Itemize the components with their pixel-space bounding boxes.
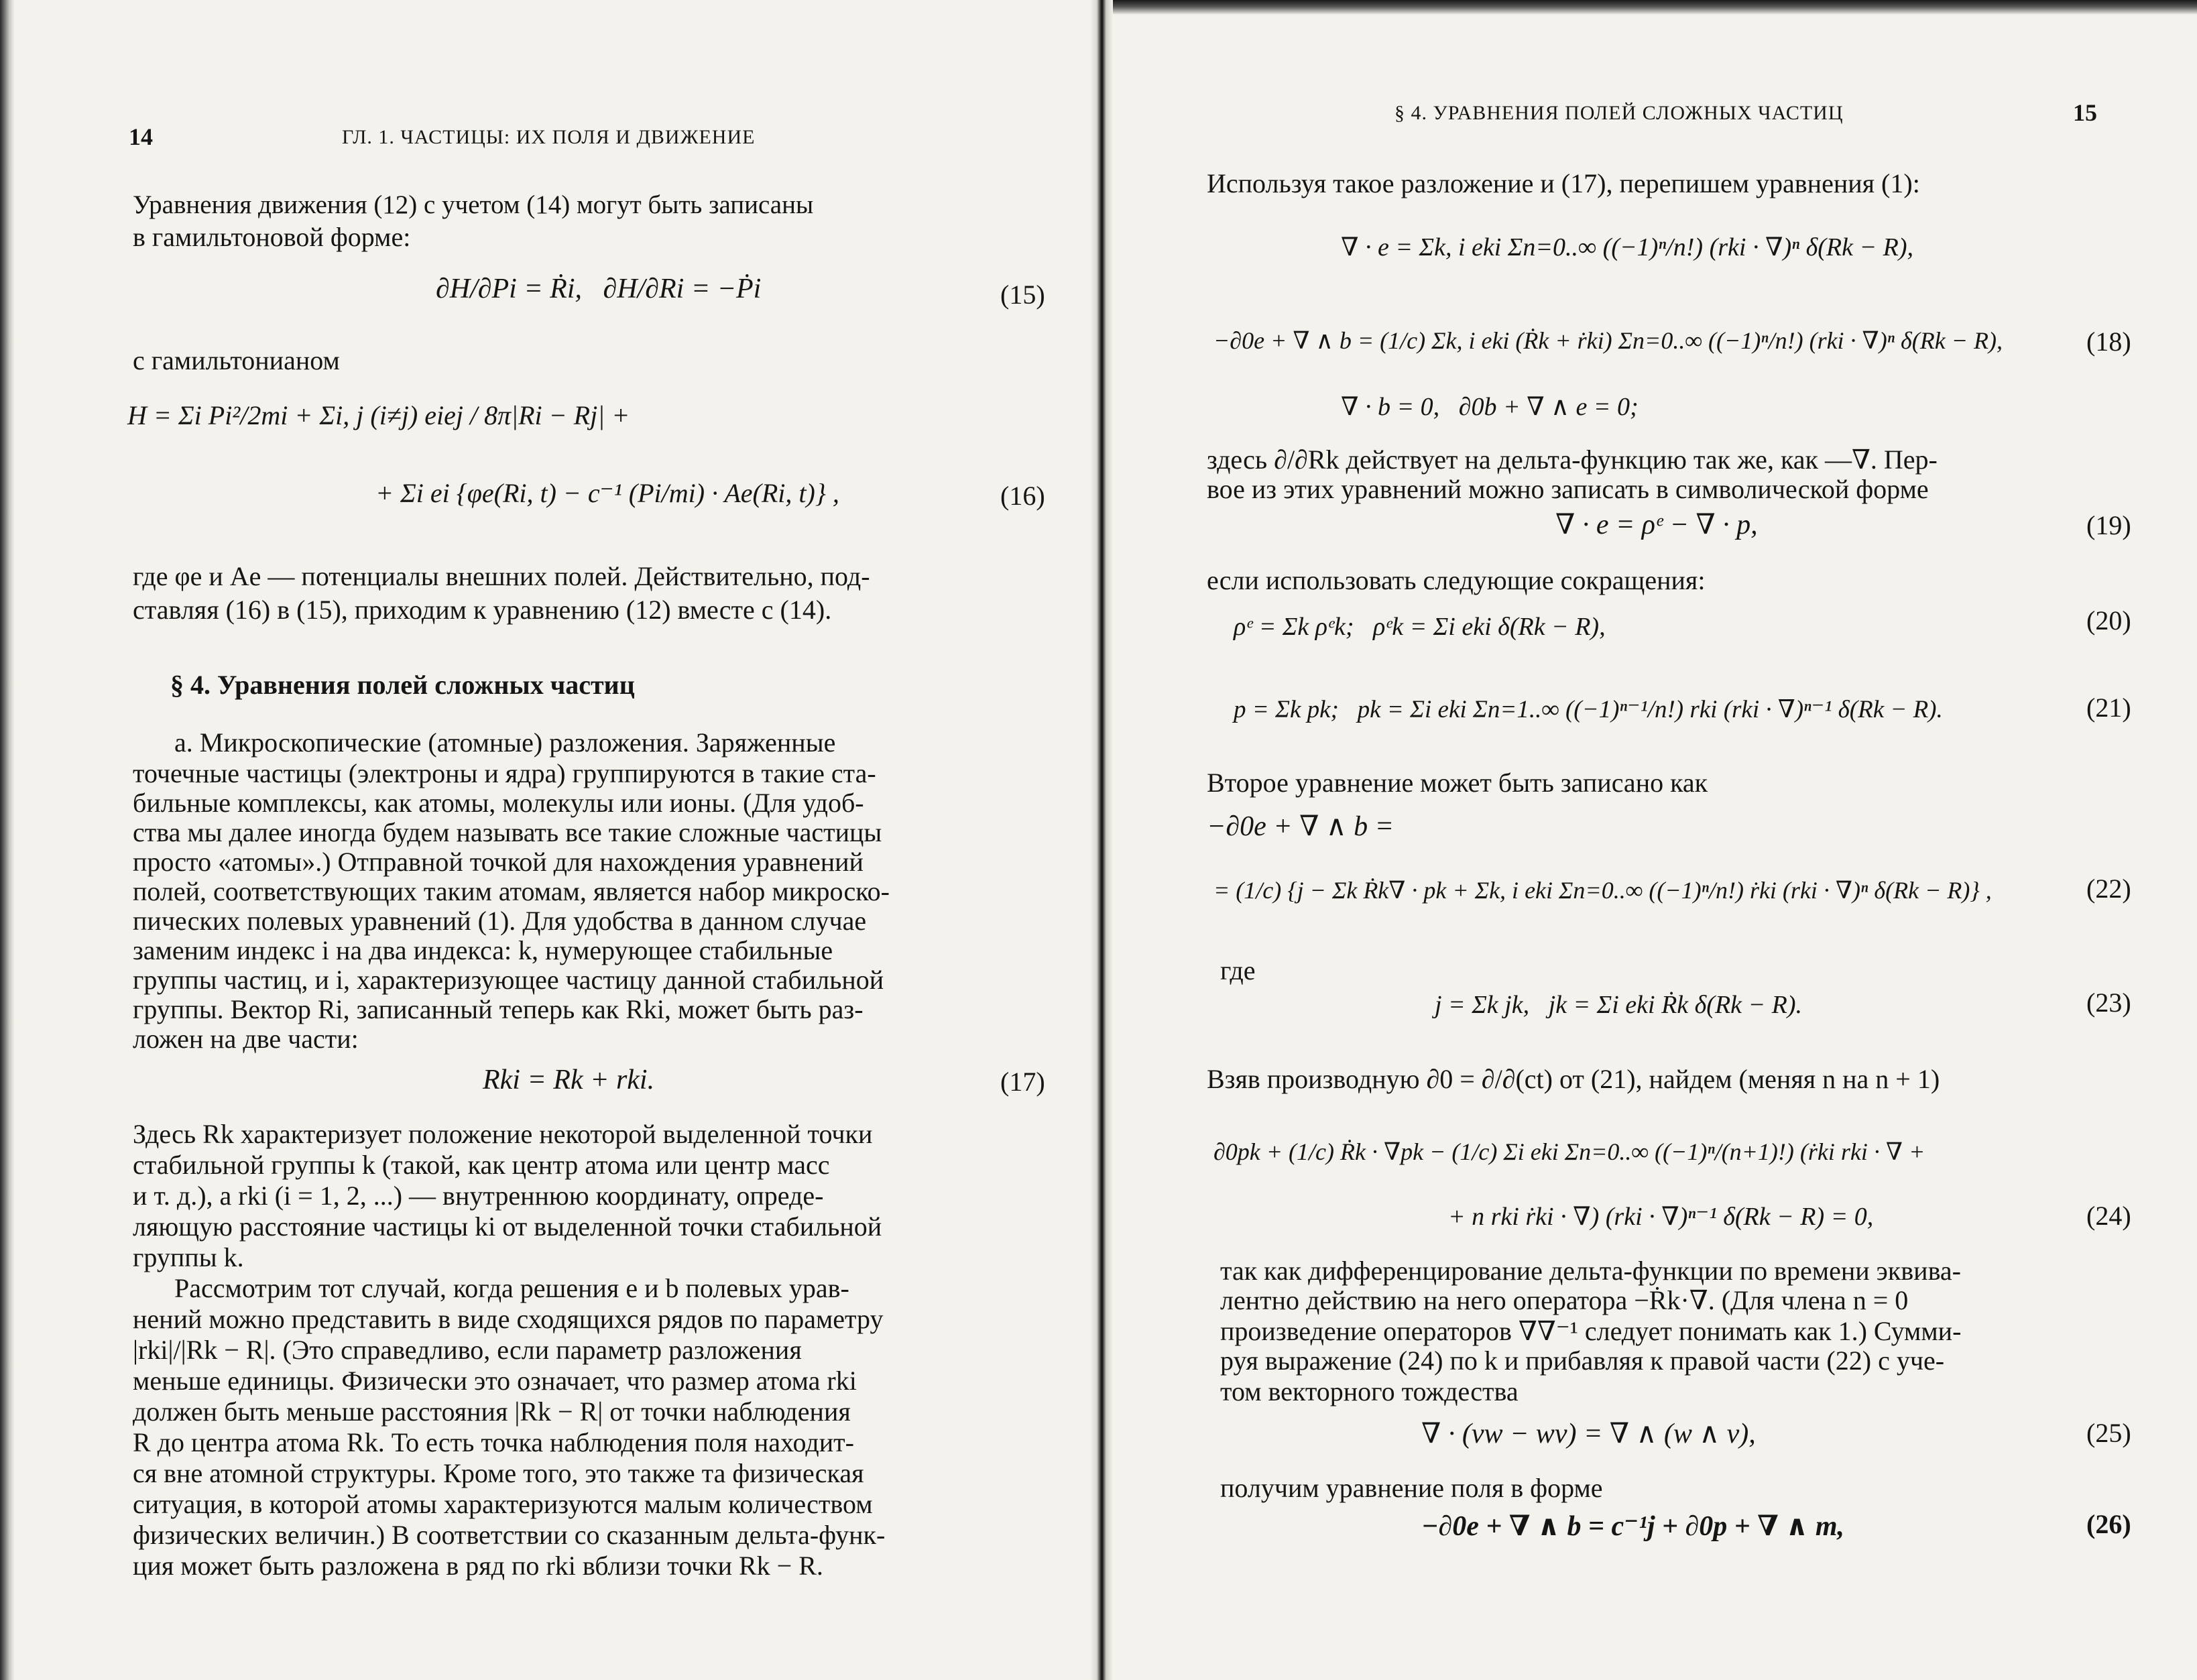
equation-19: ∇ · e = ρᵉ − ∇ · p, <box>1555 509 1758 540</box>
text-line: ства мы далее иногда будем называть все такие сложные частицы <box>133 817 882 847</box>
equation-number: (21) <box>2086 693 2131 723</box>
equation-number: (16) <box>1000 481 1045 511</box>
text-line: в гамильтоновой форме: <box>133 222 411 252</box>
equation-number: (24) <box>2086 1201 2131 1231</box>
equation-25: ∇ · (vw − wv) = ∇ ∧ (w ∧ v), <box>1421 1419 1756 1449</box>
book-gutter <box>1090 0 1113 1680</box>
equation-24a: ∂0pk + (1/c) Ṙk · ∇pk − (1/c) Σi eki Σn=0..∞ ((−1)ⁿ/(n+1)!) (ṙki rki · ∇ + <box>1213 1138 1925 1165</box>
equation-22a: −∂0e + ∇ ∧ b = <box>1207 811 1394 842</box>
text-line: точечные частицы (электроны и ядра) группируются в такие ста- <box>133 758 876 788</box>
text-line: физических величин.) В соответствии со сказанным дельта-функ- <box>133 1520 886 1550</box>
text-line: ция может быть разложена в ряд по rki вблизи точки Rk − R. <box>133 1551 823 1581</box>
scan-edge-left <box>0 0 15 1680</box>
text-line: здесь ∂/∂Rk действует на дельта-функцию так же, как —∇. Пер- <box>1207 444 1938 475</box>
text-line: руя выражение (24) по k и прибавляя к правой части (22) с уче- <box>1220 1345 1945 1376</box>
equation-23: j = Σk jk, jk = Σi eki Ṙk δ(Rk − R). <box>1435 991 1803 1019</box>
text-line: |rki|/|Rk − R|. (Это справедливо, если параметр разложения <box>133 1335 802 1365</box>
text-line: ставляя (16) в (15), приходим к уравнению (12) вместе с (14). <box>133 595 832 625</box>
right-running-head: § 4. УРАВНЕНИЯ ПОЛЕЙ СЛОЖНЫХ ЧАСТИЦ <box>1394 102 1844 124</box>
equation-16b: + Σi ei {φe(Ri, t) − c⁻¹ (Pi/mi) · Ae(Ri, t)} , <box>375 478 839 508</box>
equation-number: (18) <box>2086 326 2131 357</box>
text-line: стабильной группы k (такой, как центр атома или центр масс <box>133 1150 830 1180</box>
text-line: если использовать следующие сокращения: <box>1207 565 1706 595</box>
equation-20: ρᵉ = Σk ρᵉk; ρᵉk = Σi eki δ(Rk − R), <box>1234 613 1606 641</box>
text-line: ляющую расстояние частицы ki от выделенной точки стабильной <box>133 1211 882 1242</box>
text-line: вое из этих уравнений можно записать в символической форме <box>1207 474 1929 504</box>
left-page <box>27 0 1090 1680</box>
text-line: Уравнения движения (12) с учетом (14) могут быть записаны <box>133 190 814 219</box>
text-line: где <box>1220 955 1256 985</box>
equation-24b: + n rki ṙki · ∇) (rki · ∇)ⁿ⁻¹ δ(Rk − R) = 0, <box>1448 1203 1874 1231</box>
text-line: так как дифференцирование дельта-функции по времени эквива- <box>1220 1256 1961 1286</box>
equation-17: Rki = Rk + rki. <box>483 1065 655 1095</box>
equation-number: (19) <box>2086 510 2131 540</box>
text-line: ся вне атомной структуры. Кроме того, это также та физическая <box>133 1458 864 1488</box>
equation-18a: ∇ · e = Σk, i eki Σn=0..∞ ((−1)ⁿ/n!) (rki · ∇)ⁿ δ(Rk − R), <box>1341 233 1914 261</box>
equation-number: (17) <box>1000 1067 1045 1097</box>
text-line: Второе уравнение может быть записано как <box>1207 768 1708 798</box>
text-line: группы. Вектор Ri, записанный теперь как Rki, может быть раз- <box>133 994 864 1024</box>
text-line: произведение операторов ∇∇⁻¹ следует понимать как 1.) Сумми- <box>1220 1316 1962 1346</box>
text-line: и т. д.), а rki (i = 1, 2, ...) — внутреннюю координату, опреде- <box>133 1181 824 1211</box>
equation-number: (15) <box>1000 280 1045 310</box>
text-line: полей, соответствующих таким атомам, является набор микроско- <box>133 876 890 906</box>
paragraph-lead: а. Микроскопические (атомные) разложения. Заряженные <box>174 727 836 758</box>
text-line: Взяв производную ∂0 = ∂/∂(ct) от (21), найдем (меняя n на n + 1) <box>1207 1064 1940 1094</box>
equation-15: ∂H/∂Pi = Ṙi, ∂H/∂Ri = −Ṗi <box>436 274 762 304</box>
text-line: где φe и Ae — потенциалы внешних полей. Действительно, под- <box>133 561 870 591</box>
equation-number: (20) <box>2086 605 2131 636</box>
equation-16a: H = Σi Pi²/2mi + Σi, j (i≠j) eiej / 8π|Ri − Rj| + <box>127 400 630 430</box>
left-page-number: 14 <box>129 123 153 150</box>
equation-number: (25) <box>2086 1418 2131 1448</box>
equation-21: p = Σk pk; pk = Σi eki Σn=1..∞ ((−1)ⁿ⁻¹/n!) rki (rki · ∇)ⁿ⁻¹ δ(Rk − R). <box>1234 696 1943 723</box>
text-line: группы k. <box>133 1242 244 1272</box>
text-line: заменим индекс i на два индекса: k, нумерующее стабильные <box>133 935 833 965</box>
equation-22b: = (1/c) {j − Σk Ṙk∇ · pk + Σk, i eki Σn=0..∞ ((−1)ⁿ/n!) ṙki (rki · ∇)ⁿ δ(Rk − R)} , <box>1213 877 1992 904</box>
equation-number: (23) <box>2086 987 2131 1018</box>
text-line: бильные комплексы, как атомы, молекулы или ионы. (Для удоб- <box>133 788 864 818</box>
equation-18c: ∇ · b = 0, ∂0b + ∇ ∧ e = 0; <box>1341 393 1639 421</box>
text-line: нений можно представить в виде сходящихся рядов по параметру <box>133 1304 884 1334</box>
text-line: лентно действию на него оператора −Ṙk·∇. (Для члена n = 0 <box>1220 1285 1909 1315</box>
section-heading: § 4. Уравнения полей сложных частиц <box>170 670 635 700</box>
equation-26: −∂0e + ∇ ∧ b = c⁻¹j + ∂0p + ∇ ∧ m, <box>1421 1511 1845 1542</box>
text-line: меньше единицы. Физически это означает, что размер атома rki <box>133 1366 857 1396</box>
text-line: с гамильтонианом <box>133 345 340 375</box>
text-line: Рассмотрим тот случай, когда решения e и b полевых урав- <box>174 1273 849 1303</box>
text-line: пических полевых уравнений (1). Для удобства в данном случае <box>133 906 867 936</box>
left-running-head: ГЛ. 1. ЧАСТИЦЫ: ИХ ПОЛЯ И ДВИЖЕНИЕ <box>342 126 756 148</box>
text-line: ситуация, в которой атомы характеризуются малым количеством <box>133 1489 873 1519</box>
equation-18b: −∂0e + ∇ ∧ b = (1/c) Σk, i eki (Ṙk + ṙki) Σn=0..∞ ((−1)ⁿ/n!) (rki · ∇)ⁿ δ(Rk − R), <box>1213 327 2003 354</box>
right-page-number: 15 <box>2073 99 2097 126</box>
text-line: должен быть меньше расстояния |Rk − R| от точки наблюдения <box>133 1396 851 1427</box>
equation-number: (22) <box>2086 874 2131 904</box>
equation-number: (26) <box>2086 1509 2131 1539</box>
text-line: Используя такое разложение и (17), перепишем уравнения (1): <box>1207 168 1920 198</box>
text-line: R до центра атома Rk. То есть точка наблюдения поля находит- <box>133 1427 854 1457</box>
text-line: ложен на две части: <box>133 1024 359 1054</box>
text-line: группы частиц, и i, характеризующее частицу данной стабильной <box>133 965 884 995</box>
text-line: Здесь Rk характеризует положение некоторой выделенной точки <box>133 1119 873 1149</box>
text-line: просто «атомы».) Отправной точкой для нахождения уравнений <box>133 847 864 877</box>
text-line: том векторного тождества <box>1220 1376 1519 1406</box>
right-page <box>1113 0 2197 1680</box>
text-line: получим уравнение поля в форме <box>1220 1473 1603 1503</box>
